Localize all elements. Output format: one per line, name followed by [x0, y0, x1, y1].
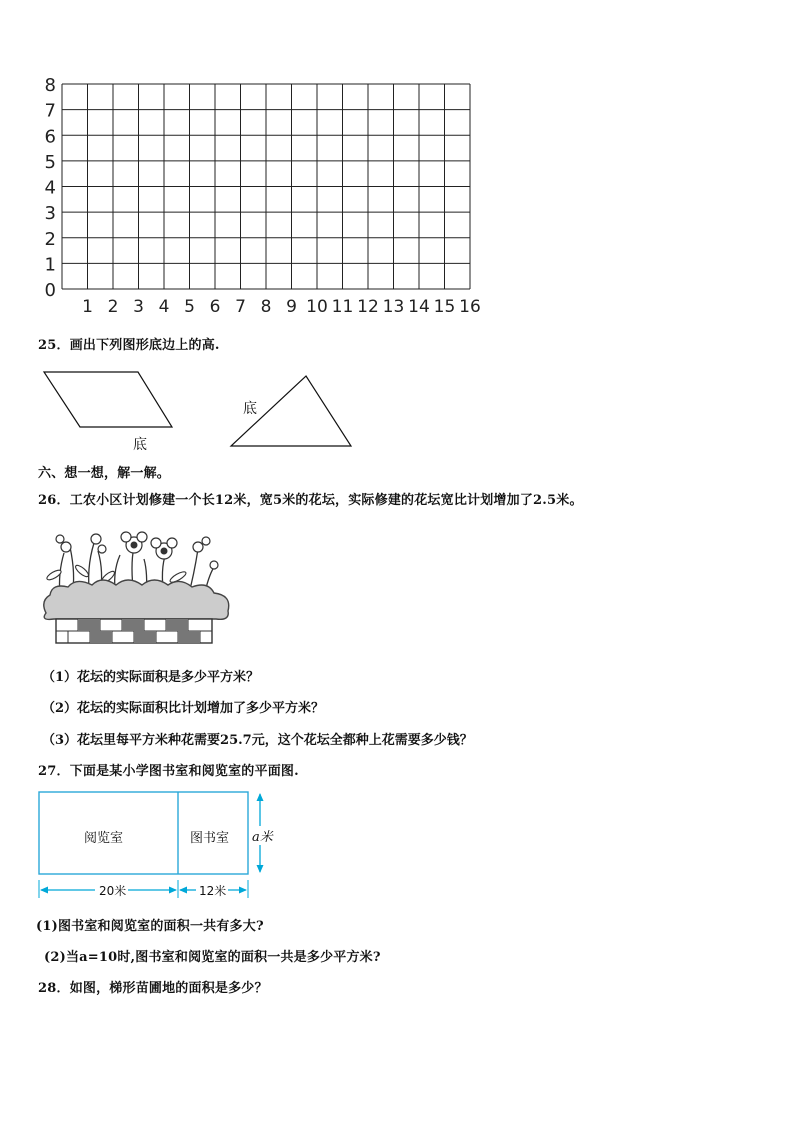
parallelogram-shape — [44, 372, 172, 427]
q25-figures — [0, 360, 794, 460]
grid-x-label: 12 — [357, 297, 379, 317]
grid-x-label: 16 — [459, 297, 481, 317]
grid-x-label: 14 — [408, 297, 430, 317]
height-label: a米 — [251, 826, 274, 845]
library-label: 图书室 — [190, 831, 230, 846]
grid-y-label: 3 — [44, 203, 56, 225]
grid-y-label: 5 — [44, 151, 56, 173]
grid-y-label: 7 — [44, 100, 56, 122]
section-6-title: 六、想一想，解一解。 — [38, 466, 171, 481]
grid-y-label: 2 — [44, 228, 56, 250]
grid-y-label: 6 — [44, 126, 56, 148]
grid-x-label: 8 — [260, 297, 272, 317]
grid-x-label: 6 — [209, 297, 221, 317]
grid-x-label: 15 — [433, 297, 456, 317]
width-12-label: 12米 — [199, 884, 227, 898]
coordinate-grid — [0, 0, 794, 330]
grid-x-label: 9 — [286, 297, 297, 317]
question-26-sub-1: （1）花坛的实际面积是多少平方米？ — [42, 670, 260, 685]
question-27-sub-2: (2)当a=10时,图书室和阅览室的面积一共是多少平方米? — [44, 950, 381, 965]
grid-y-label: 1 — [44, 254, 56, 276]
question-27-sub-1: (1)图书室和阅览室的面积一共有多大? — [36, 919, 264, 934]
question-27: 27．下面是某小学图书室和阅览室的平面图. — [38, 764, 299, 779]
grid-x-label: 1 — [82, 297, 93, 317]
grid-x-label: 13 — [382, 297, 405, 317]
grid-y-label: 0 — [44, 280, 56, 301]
question-26-sub-3: （3）花坛里每平方米种花需要25.7元，这个花坛全都种上花需要多少钱？ — [42, 733, 473, 748]
grid-x-label: 5 — [184, 297, 195, 317]
grid-x-label: 2 — [107, 297, 119, 317]
question-28: 28．如图，梯形苗圃地的面积是多少？ — [38, 981, 268, 996]
flower-bed-illustration — [38, 525, 238, 650]
grid-y-label: 8 — [44, 75, 56, 96]
parallelogram-base-label: 底 — [133, 437, 147, 453]
grid-x-label: 4 — [158, 297, 170, 317]
width-20-label: 20米 — [99, 884, 127, 898]
grid-x-label: 11 — [331, 297, 354, 317]
question-26: 26．工农小区计划修建一个长12米，宽5米的花坛，实际修建的花坛宽比计划增加了2.5米。 — [38, 493, 583, 508]
grid-lines — [62, 84, 470, 289]
question-25: 25．画出下列图形底边上的高. — [38, 338, 220, 353]
grid-x-labels — [82, 297, 481, 317]
reading-room-label: 阅览室 — [84, 831, 124, 846]
grid-x-label: 3 — [133, 297, 144, 317]
question-26-sub-2: （2）花坛的实际面积比计划增加了多少平方米？ — [42, 701, 325, 716]
triangle-base-label: 底 — [243, 401, 257, 417]
grid-x-label: 7 — [235, 297, 246, 317]
grid-y-labels — [45, 75, 56, 301]
grid-x-label: 10 — [306, 297, 328, 317]
grid-y-label: 4 — [44, 177, 56, 199]
